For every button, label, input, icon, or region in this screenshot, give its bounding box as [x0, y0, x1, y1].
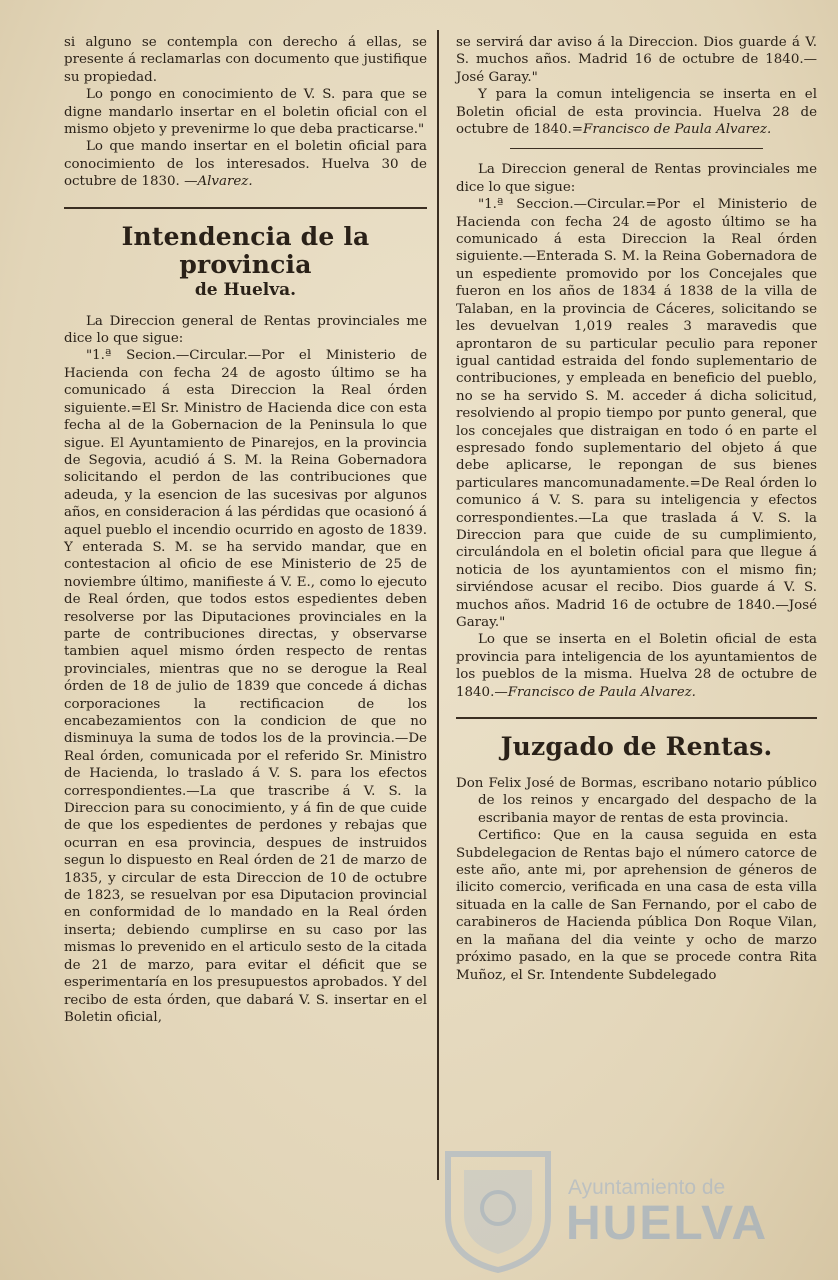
paragraph — [64, 138, 427, 190]
paragraph: Certifico: Que en la causa seguida en esta Subdelegacion de Rentas bajo el número catorce de este año, ante mi, por aprehension de géneros de ilicito comercio, verificada en una casa de esta villa situada en la calle de San Fernando, por el cabo de carabineros de Hacienda pública Don Roque Vilan, en la mañana del dia veinte y ocho de marzo próximo pasado, en la que se procede contra Rita Muñoz, el Sr. Intendente Subdelegado — [456, 828, 817, 983]
paragraph: Don Felix José de Bormas, escribano notario público de los reinos y encargado del despacho de la escribania mayor de rentas de esta provincia. — [456, 776, 817, 826]
paragraph — [456, 86, 817, 138]
paragraph-text: Y para la comun inteligencia se inserta en el Boletin oficial de esta provincia. Huelva 28 de octubre de 1840.= — [456, 87, 817, 138]
section-subtitle: de Huelva. — [194, 279, 297, 300]
paragraph: La Direccion general de Rentas provinciales me dice lo que sigue: — [456, 162, 817, 195]
paragraph: si alguno se contempla con derecho á ellas, se presente á reclamarlas con documento que justifique su propiedad. — [64, 35, 427, 85]
shield-icon — [438, 1146, 558, 1274]
paragraph: "1.ª Seccion.—Circular.=Por el Ministerio de Hacienda con fecha 24 de agosto último se ha comunicado á esta Direccion la Real órden siguiente.—Enterada S. M. la Reina Gobernadora de un espediente promovido por los Concejales que fueron en los años de 1834 á 1838 de la villa de Talaban, en la provincia de Cáceres, solicitando se les devuelvan 1,019 reales 3 maravedis que aprontaron de su particular peculio para reponer igual cantidad estraida del fondo suplementario de contribuciones, y empleada en beneficio del pueblo, no se ha servido S. M. acceder á dicha solicitud, resolviendo al propio tiempo por punto general, que los concejales que distraigan en todo ó en parte el espresado fondo suplementario del objeto á que debe aplicarse, le repongan de sus bienes particulares mancomunadamente.=De Real órden lo comunico á V. S. para su inteligencia y efectos correspondientes.—La que traslada á V. S. la Direccion para que cuide de su cumplimiento, circulándola en el boletin oficial para que llegue á noticia de los ayuntamientos con el mismo fin; sirviéndose acusar el recibo. Dios guarde á V. S. muchos años. Madrid 16 de octubre de 1840.—José Garay." — [456, 197, 817, 630]
watermark-line2: HUELVA — [566, 1197, 769, 1250]
paragraph: "1.ª Secion.—Circular.—Por el Ministerio de Hacienda con fecha 24 de agosto último se ha comunicado á esta Direccion la Real órden siguiente.=El Sr. Ministro de Hacienda dice con esta fecha al de la Gobernacion de la Peninsula lo que sigue. El Ayuntamiento de Pinarejos, en la provincia de Segovia, acudió á S. M. la Reina Gobernadora solicitando el perdon de las contribuciones que adeuda, y la esencion de las sucesivas por algunos años, en consideracion á las pérdidas que ocasionó á aquel pueblo el incendio ocurrido en agosto de 1839. Y enterada S. M. se ha servido mandar, que en contestacion al oficio de ese Ministerio de 25 de noviembre último, manifieste á V. E., como lo ejecuto de Real órden, que todos estos espedientes deben resolverse por las Diputaciones provinciales en la parte de contribuciones directas, y observarse tambien aquel mismo órden respecto de rentas provinciales, mientras que no se derogue la Real órden de 18 de julio de 1839 que concede á dichas corporaciones la rectificacion de los encabezamientos con la condicion de que no disminuya la suma de todos los de la provincia.—De Real órden, comunicada por el referido Sr. Ministro de Hacienda, lo traslado á V. S. para los efectos correspondientes.—La que trascribe á V. S. la Direccion para su conocimiento, y á fin de que cuide de que los espedientes de perdones y rebajas que ocurran en esa provincia, despues de instruidos segun lo dispuesto en Real órden de 21 de marzo de 1835, y circular de esta Direccion de 10 de octubre de 1823, se resuelvan por esa Diputacion provincial en conformidad de lo mandado en la Real órden inserta; debiendo cumplirse en su caso por las mismas lo prevenido en el articulo sesto de la citada de 21 de marzo, para evitar el déficit que se esperimentaría en los presupuestos aprobados. Y del recibo de esta órden, que dabará V. S. insertar en el Boletin oficial, — [64, 348, 427, 1025]
section-title: Intendencia de la provincia — [121, 221, 370, 279]
paragraph: La Direccion general de Rentas provinciales me dice lo que sigue: — [64, 313, 427, 347]
signature: Alvarez. — [197, 174, 253, 190]
left-column — [64, 34, 427, 1026]
separator-rule — [510, 148, 763, 149]
paragraph-text: Lo que se inserta en el Boletin oficial de esta provincia para inteligencia de los ayuntamientos de los pueblos de la misma. Huelva 28 de octubre de 1840.— — [456, 632, 817, 700]
section-divider — [456, 717, 817, 719]
signature: Francisco de Paula Alvarez. — [583, 122, 772, 138]
paragraph: se servirá dar aviso á la Direccion. Dios guarde á V. S. muchos años. Madrid 16 de octubre de 1840.—José Garay." — [456, 35, 817, 85]
signature: Francisco de Paula Alvarez. — [507, 684, 696, 700]
watermark-line1: Ayuntamiento de — [568, 1176, 726, 1199]
paragraph: Lo pongo en conocimiento de V. S. para que se digne mandarlo insertar en el boletin oficial con el mismo objeto y prevenirme lo que deba practicarse." — [64, 87, 427, 138]
section-divider — [64, 207, 427, 209]
paragraph-text: Lo que mando insertar en el boletin oficial para conocimiento de los interesados. Huelva 30 de octubre de 1830. — — [64, 139, 427, 190]
column-divider — [437, 30, 439, 1180]
right-column — [456, 34, 817, 984]
section-title: Juzgado de Rentas. — [500, 732, 773, 762]
paragraph — [456, 631, 817, 701]
watermark — [432, 1138, 832, 1278]
